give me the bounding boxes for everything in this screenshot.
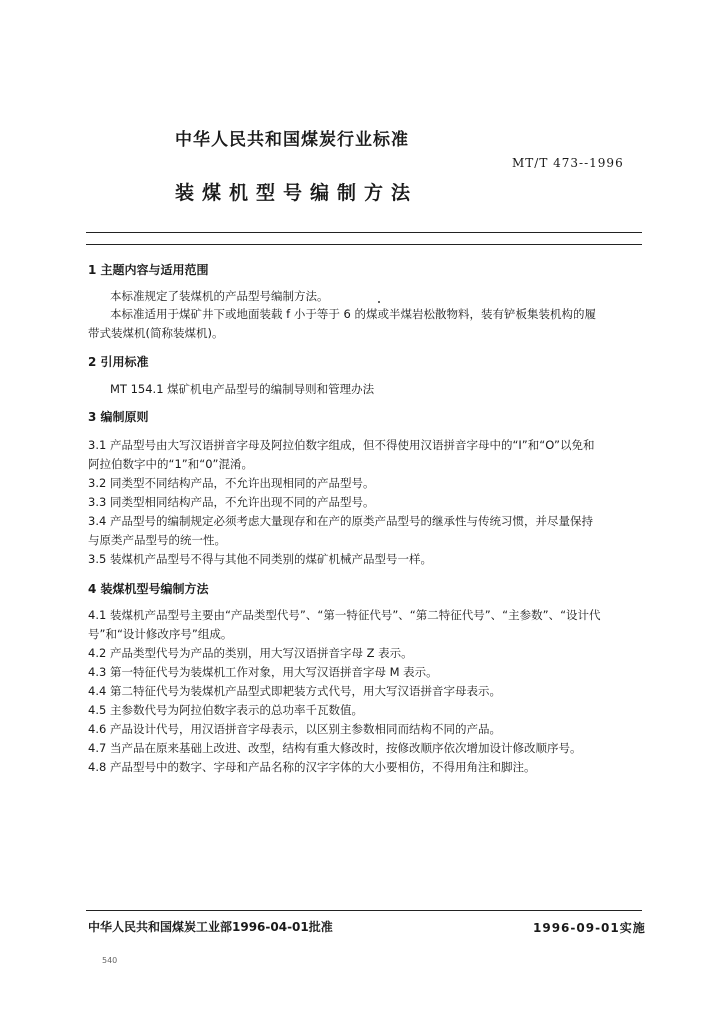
clause-4-6: 4.6 产品设计代号，用汉语拼音字母表示，以区别主参数相同而结构不同的产品。 [88,722,501,736]
document-title: 装煤机型号编制方法 [175,182,419,204]
footer-rule [86,910,642,911]
clause-4-3: 4.3 第一特征代号为装煤机工作对象，用大写汉语拼音字母 M 表示。 [88,665,438,679]
issuing-organization: 中华人民共和国煤炭行业标准 [175,130,409,150]
header-rule-bottom [86,244,642,245]
stray-mark [378,301,380,303]
clause-4-5: 4.5 主参数代号为阿拉伯数字表示的总功率千瓦数值。 [88,703,363,717]
clause-3-4-line-2: 与原类产品型号的统一性。 [88,533,226,547]
section-1-paragraph-1: 本标准规定了装煤机的产品型号编制方法。 [110,289,329,303]
clause-4-2: 4.2 产品类型代号为产品的类别，用大写汉语拼音字母 Z 表示。 [88,646,413,660]
header-rule-top [86,232,642,233]
page-number: 540 [102,956,118,965]
clause-4-4: 4.4 第二特征代号为装煤机产品型式即耙装方式代号，用大写汉语拼音字母表示。 [88,684,501,698]
clause-3-1-line-1: 3.1 产品型号由大写汉语拼音字母及阿拉伯数字组成，但不得使用汉语拼音字母中的“I”和“O”以免和 [88,438,595,452]
effective-date: 1996-09-01实施 [533,921,646,935]
section-4-heading: 4 装煤机型号编制方法 [88,582,209,596]
clause-4-1-line-1: 4.1 装煤机产品型号主要由“产品类型代号”、“第一特征代号”、“第二特征代号”、“主参数”、“设计代 [88,608,601,622]
clause-3-2: 3.2 同类型不同结构产品，不允许出现相同的产品型号。 [88,476,375,490]
clause-4-7: 4.7 当产品在原来基础上改进、改型，结构有重大修改时，按修改顺序依次增加设计修改顺序号。 [88,741,582,755]
clause-3-1-line-2: 阿拉伯数字中的“1”和“0”混淆。 [88,457,253,471]
approval-line: 中华人民共和国煤炭工业部1996-04-01批准 [88,920,333,934]
section-2-reference: MT 154.1 煤矿机电产品型号的编制导则和管理办法 [110,382,375,396]
clause-4-1-line-2: 号”和“设计修改序号”组成。 [88,627,233,641]
clause-3-4-line-1: 3.4 产品型号的编制规定必须考虑大量现存和在产的原类产品型号的继承性与传统习惯，并尽量保持 [88,514,593,528]
clause-3-3: 3.3 同类型相同结构产品，不允许出现不同的产品型号。 [88,495,375,509]
section-3-heading: 3 编制原则 [88,410,149,424]
section-1-paragraph-2-line-2: 带式装煤机(简称装煤机)。 [88,326,224,340]
section-2-heading: 2 引用标准 [88,355,149,369]
clause-4-8: 4.8 产品型号中的数字、字母和产品名称的汉字字体的大小要相仿，不得用角注和脚注。 [88,760,536,774]
standard-code: MT/T 473--1996 [512,156,624,170]
clause-3-5: 3.5 装煤机产品型号不得与其他不同类别的煤矿机械产品型号一样。 [88,552,432,566]
section-1-paragraph-2-line-1: 本标准适用于煤矿井下或地面装载 f 小于等于 6 的煤或半煤岩松散物料，装有铲板集装机构的履 [110,307,596,321]
section-1-heading: 1 主题内容与适用范围 [88,263,209,277]
